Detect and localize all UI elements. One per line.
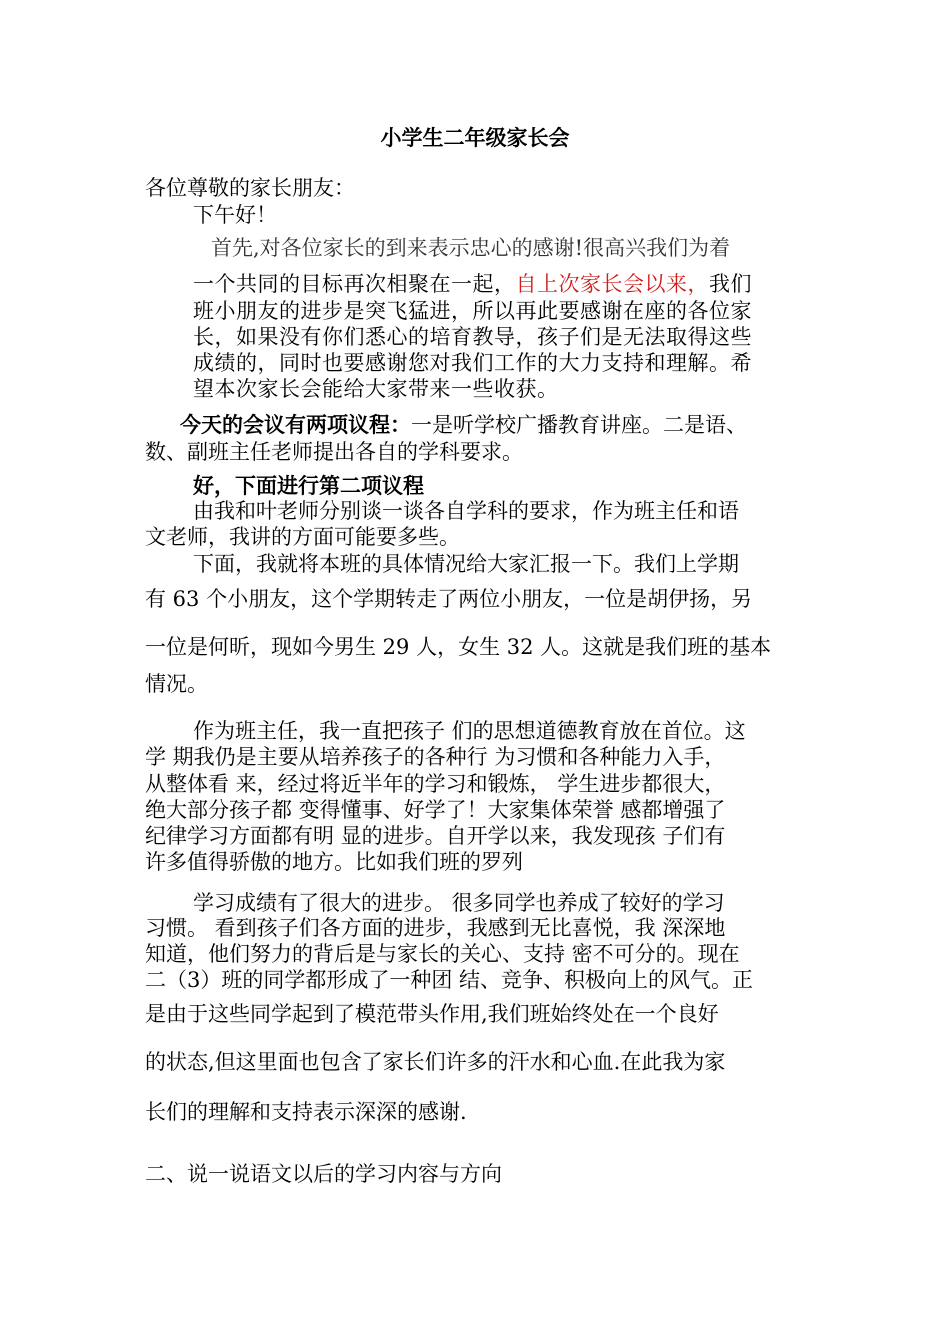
moral-line-4: 绝大部分孩子都 变得懂事、好学了！大家集体荣誉 感都增强了 bbox=[145, 798, 726, 822]
agenda-line-1 bbox=[180, 411, 810, 439]
progress-line-2: 习惯。 看到孩子们各方面的进步，我感到无比喜悦，我 深深地 bbox=[145, 916, 726, 940]
agenda-line-1-text: 一是听学校广播教育讲座。二是语、 bbox=[411, 413, 747, 437]
progress-line-7: 长们的理解和支持表示深深的感谢. bbox=[145, 1100, 467, 1124]
progress-line-3: 知道，他们努力的背后是与家长的关心、支持 密不可分的。现在 bbox=[145, 942, 740, 966]
class-info-line-1: 下面，我就将本班的具体情况给大家汇报一下。我们上学期 bbox=[193, 552, 739, 576]
progress-line-6: 的状态,但这里面也包含了家长们许多的汗水和心血.在此我为家 bbox=[145, 1050, 726, 1074]
intro-line-2-text: 一个共同的目标再次相聚在一起， bbox=[193, 272, 516, 296]
intro-line-4: 长，如果没有你们悉心的培育教导，孩子们是无法取得这些 bbox=[193, 325, 752, 349]
section-2-heading: 二、说一说语文以后的学习内容与方向 bbox=[145, 1162, 502, 1186]
intro-line-2 bbox=[193, 270, 807, 298]
moral-line-5: 纪律学习方面都有明 显的进步。自开学以来，我发现孩 子们有 bbox=[145, 824, 726, 848]
document-title: 小学生二年级家长会 bbox=[380, 125, 570, 150]
subjects-line-2: 文老师，我讲的方面可能要多些。 bbox=[145, 525, 460, 549]
intro-line-2-tail: 我们 bbox=[709, 272, 752, 296]
moral-line-1: 作为班主任，我一直把孩子 们的思想道德教育放在首位。这 bbox=[193, 719, 746, 743]
intro-line-3: 班小朋友的进步是突飞猛进，所以再此要感谢在座的各位家 bbox=[193, 299, 752, 323]
class-info-line-2: 有 63 个小朋友，这个学期转走了两位小朋友，一位是胡伊扬，另 bbox=[145, 587, 753, 611]
intro-highlight-text: 自上次家长会以来， bbox=[515, 272, 709, 296]
moral-line-3: 从整体看 来，经过将近半年的学习和锻炼， 学生进步都很大， bbox=[145, 772, 726, 796]
moral-line-6: 许多值得骄傲的地方。比如我们班的罗列 bbox=[145, 850, 523, 874]
class-info-line-3: 一位是何昕，现如今男生 29 人，女生 32 人。这就是我们班的基本 bbox=[145, 635, 772, 659]
progress-line-4: 二（3）班的同学都形成了一种团 结、竞争、积极向上的风气。正 bbox=[145, 968, 754, 992]
moral-line-2: 学 期我仍是主要从培养孩子的各种行 为习惯和各种能力入手， bbox=[145, 745, 726, 769]
intro-line-1: 首先,对各位家长的到来表示忠心的感谢!很高兴我们为着 bbox=[211, 236, 731, 260]
intro-line-6: 望本次家长会能给大家带来一些收获。 bbox=[193, 377, 559, 401]
greeting-line: 各位尊敬的家长朋友： bbox=[145, 176, 355, 200]
progress-line-1: 学习成绩有了很大的进步。 很多同学也养成了较好的学习 bbox=[193, 891, 725, 915]
second-item-heading: 好，下面进行第二项议程 bbox=[193, 473, 424, 498]
agenda-bold-text: 今天的会议有两项议程： bbox=[180, 412, 411, 437]
subjects-line-1: 由我和叶老师分别谈一谈各自学科的要求，作为班主任和语 bbox=[193, 499, 739, 523]
progress-line-5: 是由于这些同学起到了模范带头作用,我们班始终处在一个良好 bbox=[145, 1002, 719, 1026]
class-info-line-4: 情况。 bbox=[145, 672, 208, 696]
agenda-line-2: 数、副班主任老师提出各自的学科要求。 bbox=[145, 440, 523, 464]
intro-line-5: 成绩的，同时也要感谢您对我们工作的大力支持和理解。希 bbox=[193, 351, 752, 375]
good-afternoon-line: 下午好！ bbox=[193, 203, 277, 227]
